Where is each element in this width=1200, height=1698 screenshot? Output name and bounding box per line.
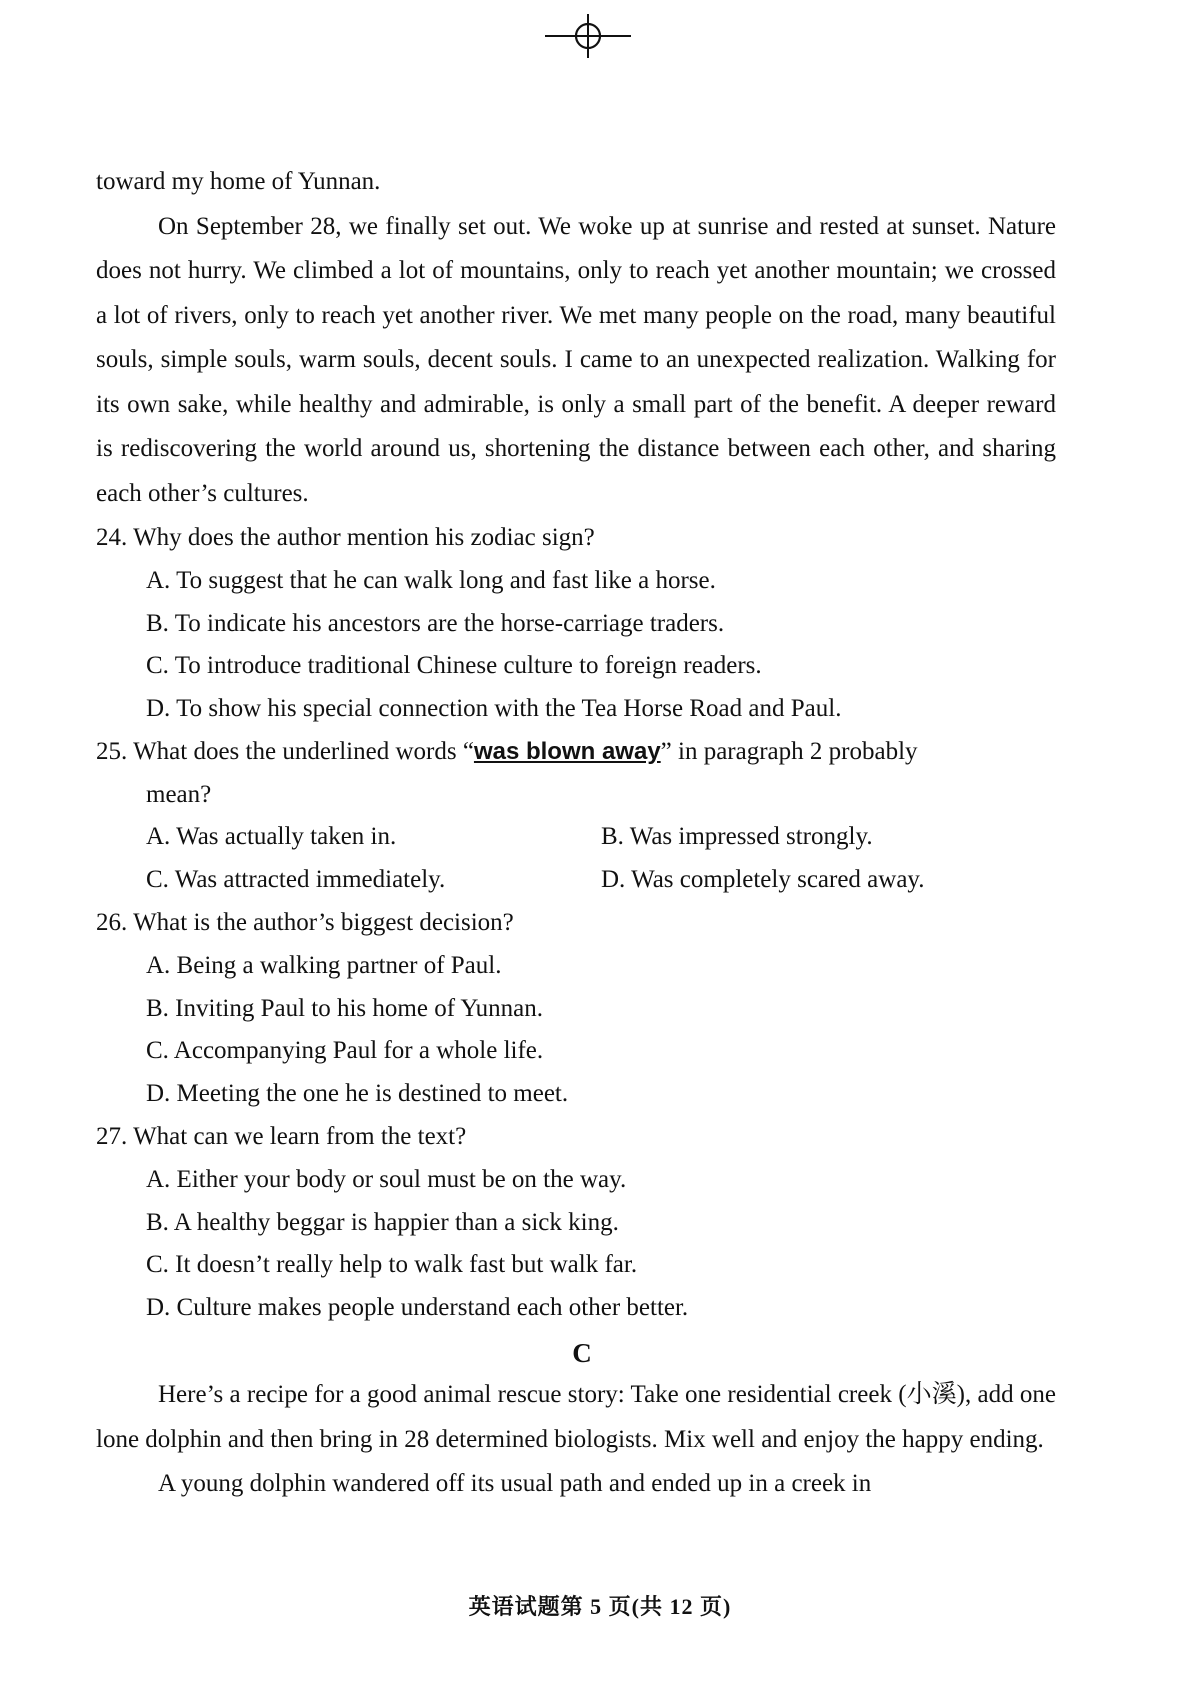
option-d[interactable]: D. Culture makes people understand each other better. <box>146 1293 689 1321</box>
question-24 <box>96 516 1056 730</box>
question-stem: What can we learn from the text? <box>133 1123 467 1150</box>
option-d[interactable]: D. To show his special connection with the Tea Horse Road and Paul. <box>146 694 842 722</box>
passage-c-paragraph-1: Here’s a recipe for a good animal rescue story: Take one residential creek (小溪), add one lone dolphin and then bring in 28 determined biologists. Mix well and enjoy the happy ending. <box>96 1381 1056 1453</box>
exam-page-content <box>96 160 1056 1507</box>
option-c[interactable]: C. Was attracted immediately. <box>146 865 446 893</box>
question-26 <box>96 901 1056 1115</box>
option-b[interactable]: B. A healthy beggar is happier than a sick king. <box>146 1208 619 1236</box>
underlined-phrase: was blown away <box>473 738 661 765</box>
passage-b-continuation: toward my home of Yunnan. <box>96 168 381 195</box>
question-number: 24. <box>96 524 128 551</box>
option-a[interactable]: A. Being a walking partner of Paul. <box>146 952 502 979</box>
option-c[interactable]: C. Accompanying Paul for a whole life. <box>146 1037 544 1064</box>
option-a[interactable]: A. Was actually taken in. <box>146 823 397 850</box>
question-stem-before: What does the underlined words “ <box>133 738 474 765</box>
option-b[interactable]: B. Inviting Paul to his home of Yunnan. <box>146 994 543 1022</box>
section-heading: C <box>572 1338 592 1368</box>
option-a[interactable]: A. Either your body or soul must be on the way. <box>146 1166 627 1193</box>
option-a[interactable]: A. To suggest that he can walk long and fast like a horse. <box>146 567 716 594</box>
option-b[interactable]: B. To indicate his ancestors are the horse-carriage traders. <box>146 609 725 637</box>
option-b[interactable]: B. Was impressed strongly. <box>601 823 873 850</box>
question-number: 27. <box>96 1123 128 1150</box>
passage-b-final-paragraph: On September 28, we finally set out. We woke up at sunrise and rested at sunset. Nature does not hurry. We climbed a lot of mountains, only to reach yet another mountain; we crossed a lot of rivers, only to reach yet another river. We met many people on the road, many beautiful souls, simple souls, warm souls, decent souls. I came to an unexpected realization. Walking for its own sake, while healthy and admirable, is only a small part of the benefit. A deeper reward is rediscovering the world around us, shortening the distance between each other, and sharing each other’s cultures. <box>96 212 1056 507</box>
option-c[interactable]: C. To introduce traditional Chinese culture to foreign readers. <box>146 652 762 679</box>
question-number: 26. <box>96 909 128 936</box>
option-d[interactable]: D. Was completely scared away. <box>601 865 925 893</box>
question-stem-after: ” in paragraph 2 probably <box>660 738 918 765</box>
question-stem-continuation: mean? <box>146 781 212 808</box>
question-stem: Why does the author mention his zodiac sign? <box>133 524 595 551</box>
option-c[interactable]: C. It doesn’t really help to walk fast but walk far. <box>146 1251 638 1278</box>
page-footer: 英语试题第 5 页(共 12 页) <box>468 1594 732 1619</box>
question-stem: What is the author’s biggest decision? <box>133 909 514 936</box>
question-25 <box>96 730 1056 901</box>
question-number: 25. <box>96 738 128 765</box>
option-d[interactable]: D. Meeting the one he is destined to meet. <box>146 1079 569 1107</box>
passage-c-paragraph-2: A young dolphin wandered off its usual path and ended up in a creek in <box>158 1470 872 1497</box>
question-27 <box>96 1115 1056 1329</box>
registration-mark-icon <box>545 14 631 58</box>
